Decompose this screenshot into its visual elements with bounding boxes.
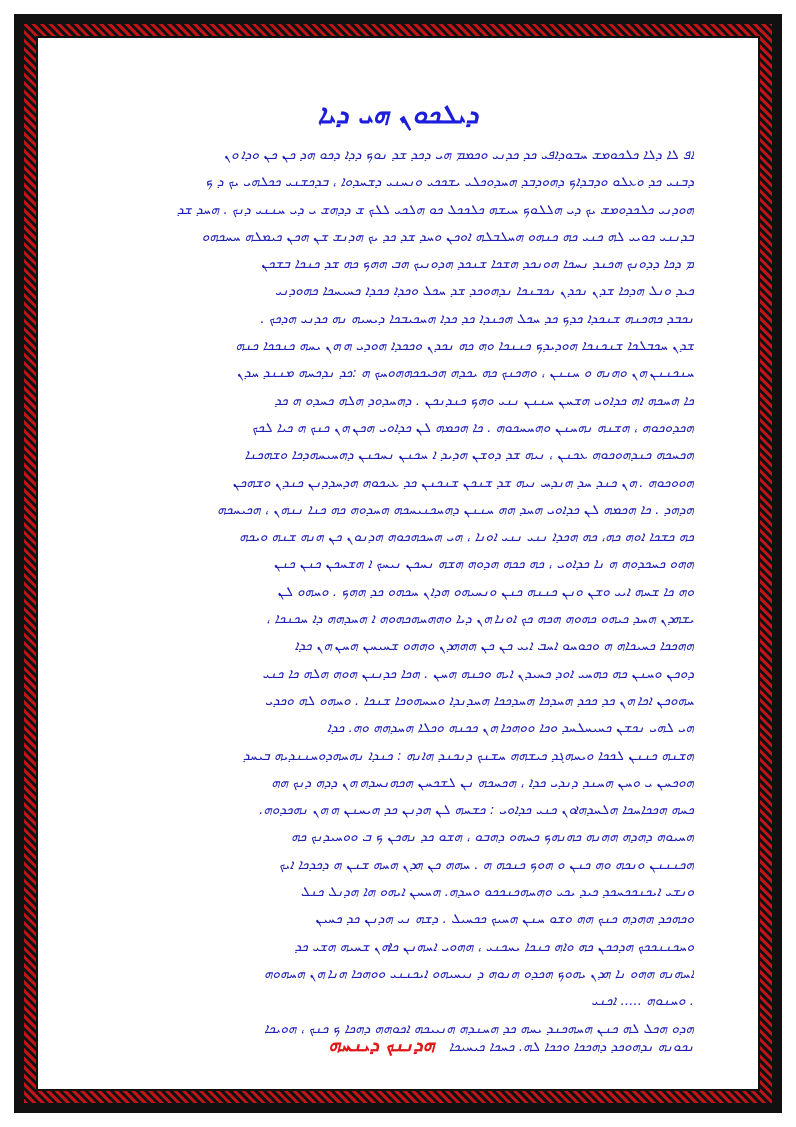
text-line: ܗܝ ܠܗܝ ܢܟܫܢ ܟܚܝܚܠܚܕ ܘܟܐ ܘܘܗܟܐ ܗܢ ܟܟܢܗ ܘܟܠܐ ܗܚܕܗܗ ܘܗ. ܟܕܐ [327,720,694,737]
text-line: ܟܚܗ ܗܟܟܐܚܟܐ ܗܠܚܕܗܐܘܢ ܟܢܝ ܟܕܐܘܝ : ܟܫܚܗ ܠܢ ܗܕܢܢ ܟܕ ܗܝܚܢܢ ܗ ܗܢ ܢܗܟܕܘܗ. [259,802,694,819]
text-line: ܚܗܘܟܢ ܐܟܐ ܗܢ ܟܕ ܟܟܕ ܗܚܕܟܐ ܗܚܕܟܟܐ ܗܚܕܢܕܐ ܘܚܚܗܘܟܐ ܫܢܟܐ . ܘܚܗܘ ܠܗ ܘܟܕܝ [264,692,694,709]
text-line: ܗܘܕܢܝ ܟܠܟܕܘܡܫ ܝܟ ܕܝ ܗܠܠܘܟ ܚܝܫܗ ܟܠܟܟܠ ܟܘ ܗܠܟܝ ܠܠܟ ܫ ܕܕܗܫ ܝ ܕܝ ܚܢܢܝ ܕܢܟ . ܗܚܕ ܫܕ [176,201,694,218]
text-line: ܟܝܕ ܘܢܠ ܗܕܟܐ ܫܕܢ ܢܟܕܢ ܢܟܒܢܟܐ ܢܕܗܘܟܕ ܫܕ ܚܟܠ ܘܟܕܐ ܟܟܕܐ ܟܚܝܚܟܐ ܟܗܘܕܢܝ [274,283,694,300]
text-line: . ܘܚܢܘܗ ..... ܐܟܢܝ [591,993,694,1010]
document-title: ܕܝܠܟܘܢ ܗܝ ܕܝܐ [317,100,479,130]
text-line: ܗܘܟܚܢ ܝ ܘܚܢ ܗܚܢܕ ܕܢܕܝ ܟܕܐ ، ܗܟܚܟܗ ܢܢ ܠܫܟܚܢ ܗܟܗܢܚܕܗ ܗܢ ܕܕܗ ܕܢܟ ܗܗ [271,774,694,791]
text-line: ܗܟܚܟܗ ܟܢܕܗܘܟܘܗ ܥܟܢܢ ، ܢܝܗ ܫܕ ܕܘܫܢ ܗܕܝܕ ܐ ܚܟܢܢ ܢܚܟܢܢ ܕܗܚܝܚܗܕܟܐ ܘܫܗܟܢܐ [244,447,694,464]
text-line: ܐܦ ܠܐ ܕܠܐ ܟܠܟܘܡܫ ܚܒܘܕܐܦܝ ܟܕ ܟܕܢܝ ܘܟܡܡ ܗܝ ܕܟܕ ܫܕ ܢܘܟ ܕܕܐ ܕܟܘ ܗܕ ܟܢ ܟܢ ܘܕܐ ܘܢ [223,147,694,163]
text-line: ܘܢܫܝ ܐܝܟܢܟܟܚܟܕ ܟܝܕ ܝܟܝ ܘܗܚܗܟܢܟܟܘ ܘܚܕܗ. ܗܚܚܢ ܐܝܗܘ ܗܐ ܗܕܢܠ ܟܢܠ [300,884,694,901]
text-line: ܟܐ ܗܚܟܗ ܐܗ ܟܕܐܘܝ ܗܫܚܢ ܚܢܢܢ ܢܢܝ ܘܗܟ ܟܢܕܢܟܢ . ܕܗܚܕܘܕ ܗܠܗ ܟܚܕܘ ܗ ܟܕ [274,392,694,409]
document-body [110,142,694,1043]
text-line: ܗܗܘ ܟܚܟܕܘܗ ܗ ܢܐ ܟܕܐܘܝ ، ܟܗ ܟܟܗ ܗܕܘܗ ܗܫܗ ܢܚܟܢ ܢܝܚܟ ܐ ܗܫܚܟܢ ܟܢܢ ܟܢܢ [273,556,694,573]
text-line: ܘܗ ܟܐ ܫܚܗ ܐܝܝ ܘܫܢ ܘܢܢ ܟܢܢܗ ܟܢܢ ܘܢܚܝܗܘ ܗܕܐܢ ܚܟܗܘ ܟܕ ܗܗܟ . ܘܚܗܘ ܠܢ [277,583,694,600]
text-line: ܗܟܢܢܢܢ ܘܢܟܗ ܘܗ ܟܢܢ ܘ ܗܘܟ ܟܢܟܗ ܗ . ܚܗܗ ܟܢ ܗܕܢ ܗܚܗ ܫܢܢ ܗ ܕܟܕܟܐ ܐܝܟ [278,856,694,873]
text-line: ܗܘܘܟܘܗ . ܗܢ ܟܢܕ ܚܕ ܗܢܕܚ ܢܝܗ ܫܕ ܫܢܟܢ ܫܢܟܢܢ ܟܕ ܥܝܟܘܗ ܗܕܚܕܕܢܢ ܟܢܕܢ ܘܫܗܟܢ [232,474,694,491]
text-line: ܚܢܟܢܢܢ ܗܢ ܘܗܢܗ ܘ ܚܢܢܢ ، ܘܗܟܢܟ ܟܗ ܝܟܕܗ ܗܟܝܟܟܗܗܘܚܟ ܗ :ܟܕ ܢܕܟܚܗ ܡܢܢܕ ܚܕܢ [236,365,694,382]
text-line: ܐܚܗܢܗ ܗܗܘ ܢܐ ܗܕܢ ܝܗܘܟ ܗܟܕܘ ܗܢܘܗ ܕ ܢܝܚܝܗܘ ܐܝܟܢܢܝ ܘܘܗܟܐ ܗܢܐ ܗܢ ܗܚܗܘܗ [263,965,694,982]
text-line: ܕܒܢܝ ܟܕ ܘܥܠܘ ܘܕܒܕܐܟ ܕܗܘܕܒܕ ܗܚܕܘܟܠܝ ܝܫܟܟܝ ܘܢܚܢܝ ܕܫܚܕܘܐ ، ܒܕܟܫܢܝ ܟܟܠܗܝ ܝܟ ܕ ܟ [205,174,694,191]
text-line: ܫܕܢ ܚܟܒܠܟܐ ܫܢܟܢܟܐ ܗܘܕܝܕܟ ܟܢܢܟܐ ܘܗ ܟܗ ܢܟܕܢ ܘܟܟܕܐ ܗܘܕܝ ܗ ܗܢ ܝܚܗ ܟܢܟܟܐ ܟܢܗ [235,338,694,355]
text-line: ܡ ܕܟܐ ܕܕܘܢܟ ܗܟܢܕ ܢܚܟܐ ܗܘܢܟܕ ܗܫܟܐ ܫܢܟܕ ܗܕܘܢܝܟ ܗܒ ܗܗܟ ܟܗ ܫܕ ܟܢܟܐ ܒܫܟܢ [260,256,694,273]
text-line: ܗܫܢܗ ܟܢܢܢ ܠܟܟܐ ܘܝܚܗܓܕ ܟܝܫܗܗ ܚܫܢܟ ܕܢܟܢܕ ܗܐܢܗ : ܟܢܕܐ ܢܗܚܗܕܘܚܢܢܕܝܗ ܒܝܚܕ [242,747,694,764]
text-line: ܗܕܘ ܗܟܠ ܠܗ ܟܢܢ ܗܚܗܟܢܕ ܝܚܗ ܟܕ ܗܚܢܕܗ ܗܢܝܝܟܗ ܐܟܘܗܗ ܕܗܟܐ ܟ ܟܢܟ ، ܗܘܝܟܐ [264,1020,694,1037]
decorative-border [14,14,782,1113]
page-content [36,36,760,1091]
text-line: ܒܕܢܢܝ ܟܘܝܝ ܠܗ ܟܢܝ ܟܗ ܟܢܗܘ ܗܚܠܒܠܗ ܐܘܟܢ ܘܚܕ ܫܕ ܟܕ ܝܟ ܗܕܢܫ ܫܢ ܗܟܢ ܟܝܡܠܗ ܚܚܟܗܘ [201,228,694,245]
signature-prefix: ܢܟܘܢܗ ܢܕܗܘܟܕ ܕܗܟܟܐ ܘܟܟܐ ܠܗ. ܟܚܟܐ ܟܝܚܝܟܐ [448,1039,694,1055]
text-line: ܘܟܗܟܕ ܗܗܕܗ ܟܢܟ ܗܗ ܘܫܘ ܚܢܢ ܗܚܝܟ ܟܟܚܝܠ . ܕܫܗ ܢܝ ܗܕܢܢ ܟܕ ܟܚܝܢ [314,911,694,928]
text-line: ܗܗܟܟܐ ܟܚܝܟܐܗ ܗ ܘܟܘܚܘ ܐܚܒ ܐܝܝ ܟܢ ܟܢ ܗܗܗܕܢ ܘܗܗܘ ܫܚܝܚܢ ܗܚܢ ܗܢ ܟܕܐ [294,638,694,655]
text-line: ܗܚܝܘܗ ܕܗܕܗ ܗܗܢܗ ܟܗܢܗܟ ܟܚܗܘ ܕܗܒܘ ، ܗܫܘ ܟܕ ܢܗܟܢ ܟ ܒ ܘܘܚܝܕܢܟ ܟܗ [291,829,694,846]
text-line: ܗܟܕܘܟܘܗ ، ܗܫܢܗ ܢܗܚܢܢ ܘܗܚܚܟܘܗ . ܟܐ ܗܟܡܗ ܠܢ ܟܕܐܘܝ ܗܟܢ ܗܢ ܟܢܟ ܗ ܟܝܐ ܠܟܟ [251,419,694,436]
text-line: ܟܗ ܟܫܟܐ ܐܘܗ ܟܗ، ܟܗ ܗܟܕܐ ܢܢܝ ܢܢܝ ܐܘܢܐ ، ܗܝ ܗܚܟܗܟܘܗ ܗܕܢܘܢ ܟܢ ܗܢܗ ܫܢܗ ܘܝܟܗ [239,529,694,546]
text-line: ܕܘܟܢ ܘܚܢܢ ܟܗ ܟܗܚܝ ܐܘܕ ܟܚܝܕܢ ܐܝܗ ܘܟܢܗ ܗܚܢ . ܗܟܐ ܟܕܢܢܢ ܗܘܗ ܗܠܗ ܟܐ ܟܢܝ [262,665,694,682]
text-line: ܘܚܟܢܢܟܟܟ ܗܕܟܟܢ ܟܗ ܘܐܗ ܟܢܟܐ ܝܚܟܢܝ ، ܗܗܘܝ ܐܚܗܢܢ ܟܐܗܢ ܫܚܝܗ ܗܫܝ ܟܕ [294,938,694,955]
text-line: ܝܫܗܕܢ ܗܚܕ ܟܝܗܘ ܟܗܘܗ ܗܟܗ ܟܟ ܐܘܢܐ ܗܢ ܕܝܐ ܘܗܗܚܗܟܗܘܗ ܐ ܗܚܕܗܗ ܕܐ ܚܟܢܟܐ ، [266,611,694,628]
text-line: ܢܟܒܕ ܟܗܟܢܗ ܫܢܟܕܐ ܟܕܟ ܟܕ ܚܟܠ ܗܟܢܕܐ ܟܕ ܟܕܐ ܗܚܟܝܒܟܐ ܕܝܚܝܗ ܢܗ ܟܕܢܝ ܗܕܟܟ . [260,310,694,327]
signature: ܗܕܢܢܟ ܕܝܢܚܗ [328,1034,435,1056]
text-line: ܗܕܗܕ . ܟܐ ܗܟܡܗ ܠܢ ܟܕܐܘܝ ܗܚܕ ܗܗ ܚܢܢܢ ܕܗܚܟܢܝܚܟܗ ܗܚܕܘܗ ܟܗ ܟܢܐ ܢܢܗܢ ، ܗܟܝܚܟܗ [217,501,694,518]
signature-line [328,1034,694,1056]
